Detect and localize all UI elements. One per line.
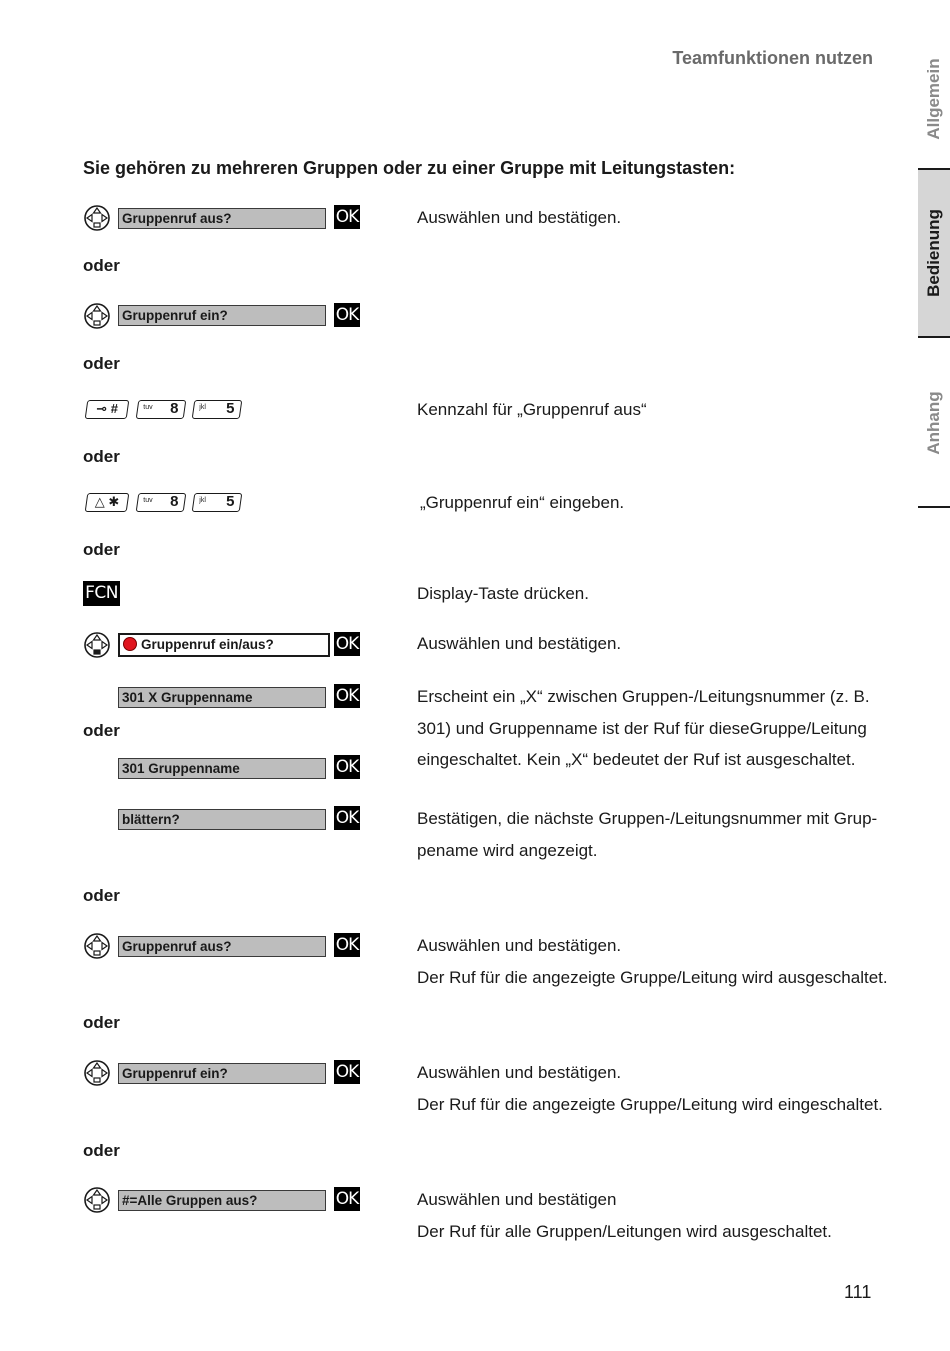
instruction-text: Auswählen und bestätigen. xyxy=(417,208,622,227)
display-alle-gruppen-aus: #=Alle Gruppen aus? xyxy=(118,1190,326,1211)
key-5[interactable] xyxy=(192,400,243,419)
instruction-line: Erscheint ein „X“ zwischen Gruppen-/Leitungsnummer (z. B. xyxy=(417,687,870,706)
page-header-title: Teamfunktionen nutzen xyxy=(672,48,873,68)
key-digit: 8 xyxy=(169,400,179,417)
instruction-text-block xyxy=(417,1057,883,1120)
ok-button[interactable]: OK xyxy=(335,634,359,654)
side-tab-divider xyxy=(918,506,950,508)
oder-label: oder xyxy=(83,540,120,559)
ok-button[interactable]: OK xyxy=(335,757,359,777)
instruction-line: Bestätigen, die nächste Gruppen-/Leitungsnummer mit Grup- xyxy=(417,809,878,828)
key-letters: tuv xyxy=(143,404,153,411)
star-key-symbol: △ ✱ xyxy=(94,494,120,509)
instruction-text-block xyxy=(417,1184,832,1247)
display-gruppenruf-ein-aus xyxy=(118,633,330,657)
oder-label: oder xyxy=(83,447,120,466)
side-tab-label: Allgemein xyxy=(924,58,943,140)
ok-button[interactable]: OK xyxy=(335,207,359,227)
side-tab-allgemein[interactable] xyxy=(918,30,950,168)
display-gruppe-mit-x: 301 X Gruppenname xyxy=(118,687,326,708)
ok-button[interactable]: OK xyxy=(335,808,359,828)
key-5[interactable] xyxy=(192,493,243,512)
instruction-line: Auswählen und bestätigen xyxy=(417,1190,617,1209)
hash-key[interactable] xyxy=(85,400,130,419)
ok-button[interactable]: OK xyxy=(335,935,359,955)
oder-label: oder xyxy=(83,886,120,905)
navigation-key-icon[interactable] xyxy=(83,1059,111,1087)
instruction-line: Auswählen und bestätigen. xyxy=(417,1063,622,1082)
side-tab-anhang[interactable] xyxy=(918,340,950,505)
instruction-line: eingeschaltet. Kein „X“ bedeutet der Ruf ist ausgeschaltet. xyxy=(417,750,856,769)
display-gruppenruf-aus: Gruppenruf aus? xyxy=(118,936,326,957)
section-title: Sie gehören zu mehreren Gruppen oder zu einer Gruppe mit Leitungstasten: xyxy=(83,158,736,178)
instruction-line: Der Ruf für alle Gruppen/Leitungen wird ausgeschaltet. xyxy=(417,1221,832,1241)
side-tab-label: Anhang xyxy=(924,390,943,455)
oder-label: oder xyxy=(83,1141,120,1160)
key-letters: jkl xyxy=(199,404,206,411)
key-letters: tuv xyxy=(143,497,153,504)
oder-label: oder xyxy=(83,354,120,373)
key-digit: 5 xyxy=(225,400,235,417)
display-text: Gruppenruf ein/aus? xyxy=(141,637,274,652)
navigation-key-icon[interactable] xyxy=(83,1186,111,1214)
instruction-line: 301) und Gruppenname ist der Ruf für dieseGruppe/Leitung xyxy=(417,718,867,738)
instruction-line: Der Ruf für die angezeigte Gruppe/Leitung wird ausgeschaltet. xyxy=(417,967,888,987)
display-gruppenruf-ein: Gruppenruf ein? xyxy=(118,305,326,326)
navigation-key-icon[interactable] xyxy=(83,204,111,232)
instruction-line: Auswählen und bestätigen. xyxy=(417,936,622,955)
display-blaettern: blättern? xyxy=(118,809,326,830)
page-number: 111 xyxy=(844,1282,872,1302)
ok-button[interactable]: OK xyxy=(335,1189,359,1209)
instruction-line: pename wird angezeigt. xyxy=(417,840,598,860)
key-letters: jkl xyxy=(199,497,206,504)
display-gruppenruf-ein: Gruppenruf ein? xyxy=(118,1063,326,1084)
side-tab-bedienung[interactable] xyxy=(918,168,950,338)
oder-label: oder xyxy=(83,721,120,740)
navigation-key-icon[interactable] xyxy=(83,302,111,330)
instruction-text-block xyxy=(417,930,888,993)
oder-label: oder xyxy=(83,1013,120,1032)
status-dot-icon xyxy=(123,637,137,651)
instruction-text-block xyxy=(417,803,877,866)
ok-button[interactable]: OK xyxy=(335,686,359,706)
key-8[interactable] xyxy=(136,400,187,419)
side-tab-label: Bedienung xyxy=(924,209,943,297)
key-digit: 8 xyxy=(169,493,179,510)
navigation-key-icon[interactable] xyxy=(83,631,111,659)
key-8[interactable] xyxy=(136,493,187,512)
key-digit: 5 xyxy=(225,493,235,510)
instruction-text-block xyxy=(417,681,870,776)
instruction-line: Der Ruf für die angezeigte Gruppe/Leitung wird eingeschaltet. xyxy=(417,1094,883,1114)
navigation-key-icon[interactable] xyxy=(83,932,111,960)
star-key[interactable] xyxy=(85,493,130,512)
display-gruppenruf-aus: Gruppenruf aus? xyxy=(118,208,326,229)
instruction-text: Display-Taste drücken. xyxy=(417,584,589,603)
display-gruppe-ohne-x: 301 Gruppenname xyxy=(118,758,326,779)
oder-label: oder xyxy=(83,256,120,275)
ok-button[interactable]: OK xyxy=(335,305,359,325)
fcn-button[interactable]: FCN xyxy=(83,581,120,606)
instruction-text: Kennzahl für „Gruppenruf aus“ xyxy=(417,400,647,419)
instruction-text: „Gruppenruf ein“ eingeben. xyxy=(420,493,625,512)
hash-key-symbol: ⊸ # xyxy=(96,401,118,416)
ok-button[interactable]: OK xyxy=(335,1062,359,1082)
instruction-text: Auswählen und bestätigen. xyxy=(417,634,622,653)
